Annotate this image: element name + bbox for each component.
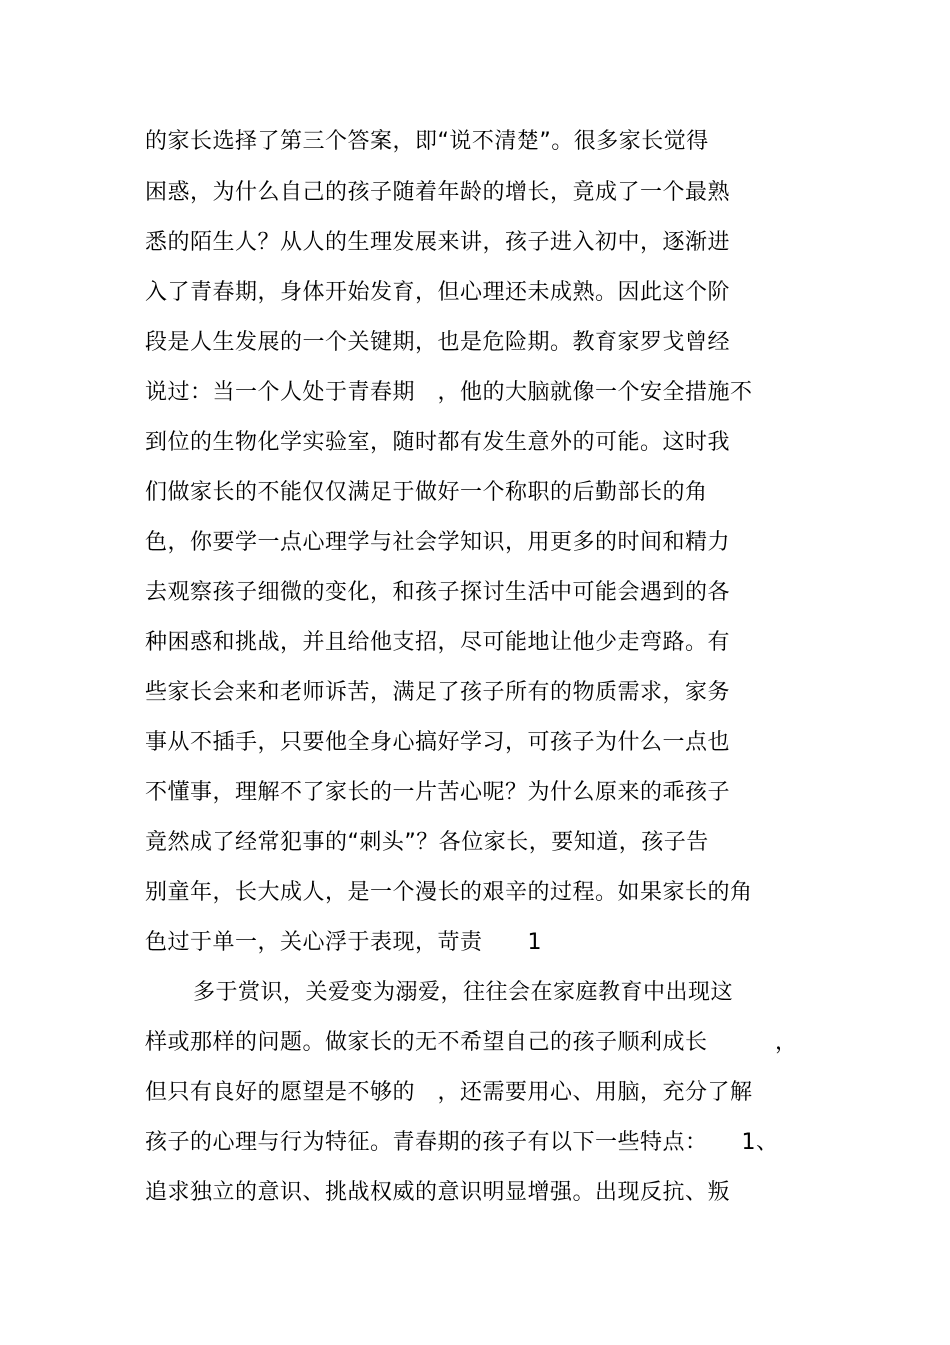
text-line: 悉的陌生人？从人的生理发展来讲，孩子进入初中，逐渐进: [145, 230, 731, 255]
text-line: 段是人生发展的一个关键期，也是危险期。教育家罗戈曾经: [145, 330, 731, 355]
text-line: 们做家长的不能仅仅满足于做好一个称职的后勤部长的角: [145, 480, 708, 505]
text-line: 别童年，长大成人，是一个漫长的艰辛的过程。如果家长的角: [145, 880, 753, 905]
text-line: 的家长选择了第三个答案，即“说不清楚”。很多家长觉得: [145, 129, 709, 154]
text-line: 但只有良好的愿望是不够的 ，还需要用心、用脑，充分了解: [145, 1080, 753, 1105]
text-line: 不懂事，理解不了家长的一片苦心呢？为什么原来的乖孩子: [145, 780, 731, 805]
text-line: 到位的生物化学实验室，随时都有发生意外的可能。这时我: [145, 430, 731, 455]
text-line: 样或那样的问题。做家长的无不希望自己的孩子顺利成长 ，: [145, 1030, 798, 1055]
text-line: 追求独立的意识、挑战权威的意识明显增强。出现反抗、叛: [145, 1180, 731, 1205]
text-line: 事从不插手，只要他全身心搞好学习，可孩子为什么一点也: [145, 730, 731, 755]
text-line: 说过：当一个人处于青春期 ，他的大脑就像一个安全措施不: [145, 380, 753, 405]
text-line: 种困惑和挑战，并且给他支招，尽可能地让他少走弯路。有: [145, 630, 731, 655]
text-line-indented: 多于赏识，关爱变为溺爱，往往会在家庭教育中出现这: [193, 980, 734, 1005]
text-line: 色，你要学一点心理学与社会学知识，用更多的时间和精力: [145, 530, 731, 555]
text-line: 去观察孩子细微的变化，和孩子探讨生活中可能会遇到的各: [145, 580, 731, 605]
text-line: 竟然成了经常犯事的“刺头”？各位家长，要知道，孩子告: [145, 830, 709, 855]
text-line: 色过于单一，关心浮于表现，苛责 1: [145, 930, 542, 955]
text-line: 孩子的心理与行为特征。青春期的孩子有以下一些特点： 1、: [145, 1130, 779, 1155]
text-line: 困惑，为什么自己的孩子随着年龄的增长，竟成了一个最熟: [145, 180, 731, 205]
text-line: 入了青春期，身体开始发育，但心理还未成熟。因此这个阶: [145, 280, 731, 305]
text-line: 些家长会来和老师诉苦，满足了孩子所有的物质需求，家务: [145, 680, 731, 705]
